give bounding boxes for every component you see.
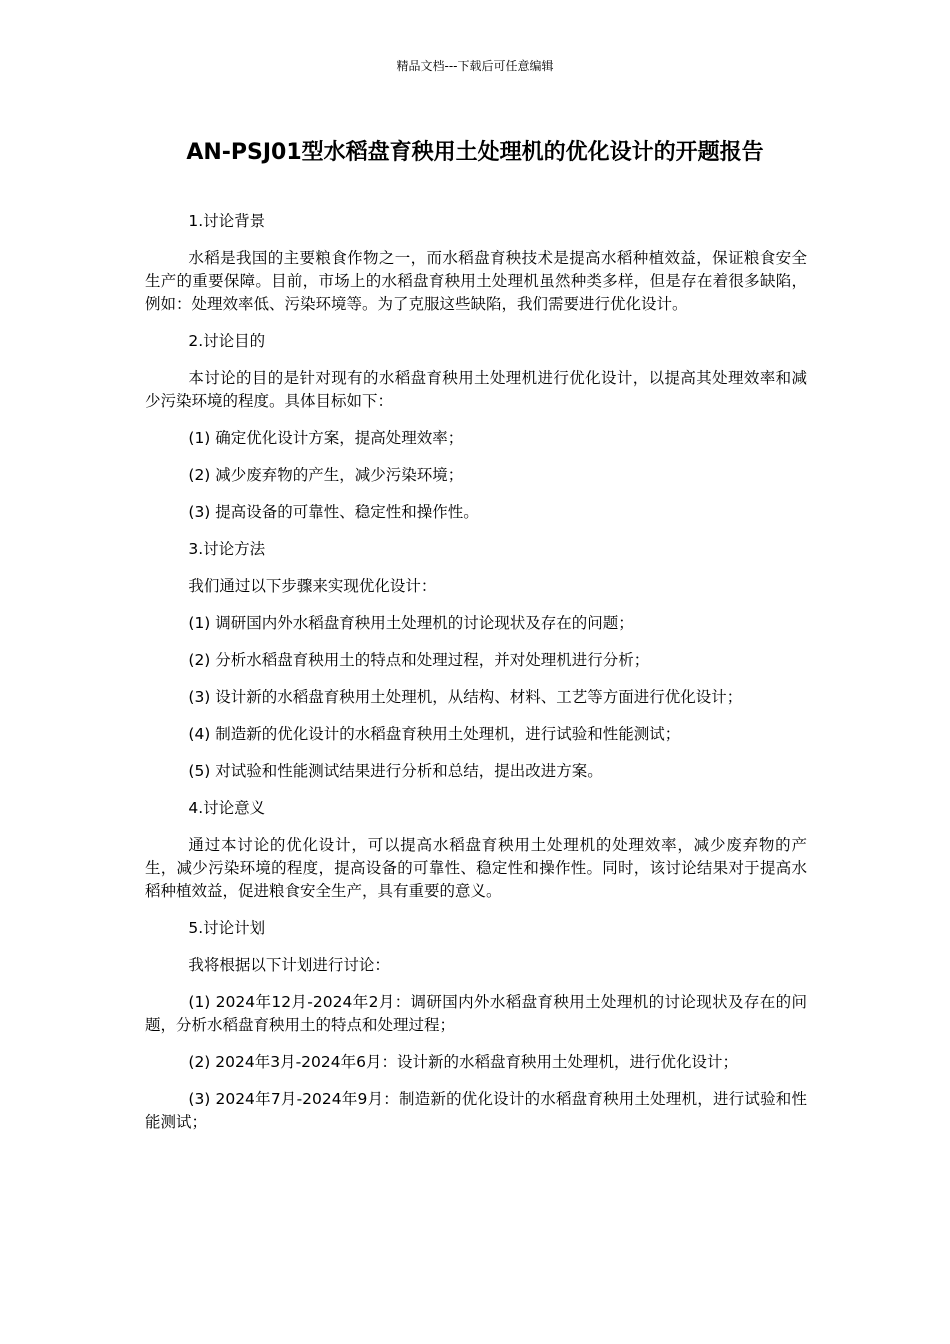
list-item-plan-3: (3) 2024年7月-2024年9月：制造新的优化设计的水稻盘育秧用土处理机，进行试验和性能测试； <box>145 1090 807 1131</box>
list-item-plan-2: (2) 2024年3月-2024年6月：设计新的水稻盘育秧用土处理机，进行优化设计； <box>188 1053 738 1071</box>
section-heading-background: 1.讨论背景 <box>188 212 266 230</box>
paragraph-method-intro: 我们通过以下步骤来实现优化设计： <box>188 577 437 595</box>
paragraph-significance: 通过本讨论的优化设计，可以提高水稻盘育秧用土处理机的处理效率，减少废弃物的产生，减少污染环境的程度，提高设备的可靠性、稳定性和操作性。同时，该讨论结果对于提高水稻种植效益，促进粮食安全生产，具有重要的意义。 <box>145 836 807 900</box>
page-header-note: 精品文档---下载后可任意编辑 <box>396 59 554 73</box>
list-item-purpose-1: (1) 确定优化设计方案，提高处理效率； <box>188 429 464 447</box>
paragraph-background: 水稻是我国的主要粮食作物之一，而水稻盘育秧技术是提高水稻种植效益，保证粮食安全生产的重要保障。目前，市场上的水稻盘育秧用土处理机虽然种类多样，但是存在着很多缺陷，例如：处理效率低、污染环境等。为了克服这些缺陷，我们需要进行优化设计。 <box>145 249 807 313</box>
list-item-method-3: (3) 设计新的水稻盘育秧用土处理机，从结构、材料、工艺等方面进行优化设计； <box>188 688 743 706</box>
section-heading-plan: 5.讨论计划 <box>188 919 266 937</box>
list-item-plan-1: (1) 2024年12月-2024年2月：调研国内外水稻盘育秧用土处理机的讨论现状及存在的问题，分析水稻盘育秧用土的特点和处理过程； <box>145 993 807 1034</box>
list-item-purpose-3: (3) 提高设备的可靠性、稳定性和操作性。 <box>188 503 479 521</box>
section-heading-purpose: 2.讨论目的 <box>188 332 266 350</box>
list-item-method-4: (4) 制造新的优化设计的水稻盘育秧用土处理机，进行试验和性能测试； <box>188 725 681 743</box>
list-item-method-5: (5) 对试验和性能测试结果进行分析和总结，提出改进方案。 <box>188 762 603 780</box>
paragraph-plan-intro: 我将根据以下计划进行讨论： <box>188 956 390 974</box>
list-item-purpose-2: (2) 减少废弃物的产生，减少污染环境； <box>188 466 464 484</box>
paragraph-purpose: 本讨论的目的是针对现有的水稻盘育秧用土处理机进行优化设计，以提高其处理效率和减少污染环境的程度。具体目标如下： <box>145 369 807 410</box>
section-heading-significance: 4.讨论意义 <box>188 799 266 817</box>
list-item-method-2: (2) 分析水稻盘育秧用土的特点和处理过程，并对处理机进行分析； <box>188 651 650 669</box>
list-item-method-1: (1) 调研国内外水稻盘育秧用土处理机的讨论现状及存在的问题； <box>188 614 634 632</box>
document-body <box>145 210 807 1148</box>
document-title: AN-PSJ01型水稻盘育秧用土处理机的优化设计的开题报告 <box>186 140 764 165</box>
section-heading-method: 3.讨论方法 <box>188 540 266 558</box>
